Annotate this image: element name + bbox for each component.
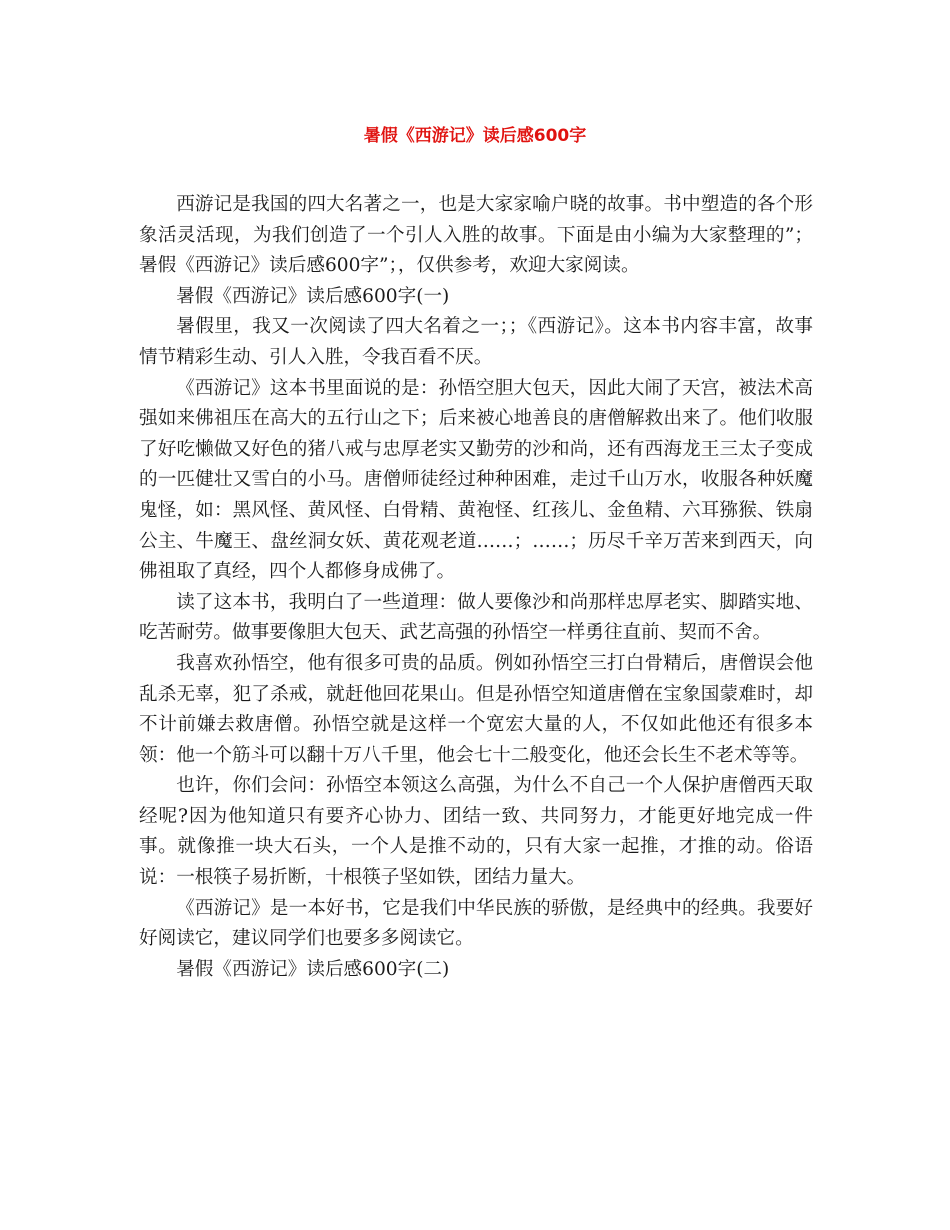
paragraph-intro: 西游记是我国的四大名著之一，也是大家家喻户晓的故事。书中塑造的各个形象活灵活现，为我们创造了一个引人入胜的故事。下面是由小编为大家整理的”；暑假《西游记》读后感600字”；，仅供参考，欢迎大家阅读。	[139, 194, 813, 277]
document-body	[139, 190, 813, 985]
document-title: 暑假《西游记》读后感600字	[363, 126, 587, 146]
paragraph: 暑假里，我又一次阅读了四大名着之一；；《西游记》。这本书内容丰富，故事情节精彩生动、引人入胜，令我百看不厌。	[139, 316, 813, 368]
paragraph: 《西游记》是一本好书，它是我们中华民族的骄傲，是经典中的经典。我要好好阅读它，建议同学们也要多多阅读它。	[139, 897, 813, 950]
section-heading-1: 暑假《西游记》读后感600字(一)	[176, 285, 450, 307]
paragraph: 我喜欢孙悟空，他有很多可贵的品质。例如孙悟空三打白骨精后，唐僧误会他乱杀无辜，犯了杀戒，就赶他回花果山。但是孙悟空知道唐僧在宝象国蒙难时，却不计前嫌去救唐僧。孙悟空就是这样一个宽宏大量的人，不仅如此他还有很多本领：他一个筋斗可以翻十万八千里，他会七十二般变化，他还会长生不老术等等。	[139, 652, 813, 766]
paragraph: 读了这本书，我明白了一些道理：做人要像沙和尚那样忠厚老实、脚踏实地、吃苦耐劳。做事要像胆大包天、武艺高强的孙悟空一样勇往直前、契而不舍。	[139, 591, 813, 644]
paragraph: 也许，你们会问：孙悟空本领这么高强，为什么不自己一个人保护唐僧西天取经呢?因为他知道只有要齐心协力、团结一致、共同努力，才能更好地完成一件事。就像推一块大石头，一个人是推不动的，只有大家一起推，才推的动。俗语说：一根筷子易折断，十根筷子坚如铁，团结力量大。	[139, 775, 813, 889]
paragraph: 《西游记》这本书里面说的是：孙悟空胆大包天，因此大闹了天宫，被法术高强如来佛祖压在高大的五行山之下；后来被心地善良的唐僧解救出来了。他们收服了好吃懒做又好色的猪八戒与忠厚老实又勤劳的沙和尚，还有西海龙王三太子变成的一匹健壮又雪白的小马。唐僧师徒经过种种困难，走过千山万水，收服各种妖魔鬼怪，如：黑风怪、黄风怪、白骨精、黄袍怪、红孩儿、金鱼精、六耳猕猴、铁扇公主、牛魔王、盘丝洞女妖、黄花观老道……；……；历尽千辛万苦来到西天，向佛祖取了真经，四个人都修身成佛了。	[139, 377, 813, 583]
section-heading-2: 暑假《西游记》读后感600字(二)	[176, 958, 450, 980]
